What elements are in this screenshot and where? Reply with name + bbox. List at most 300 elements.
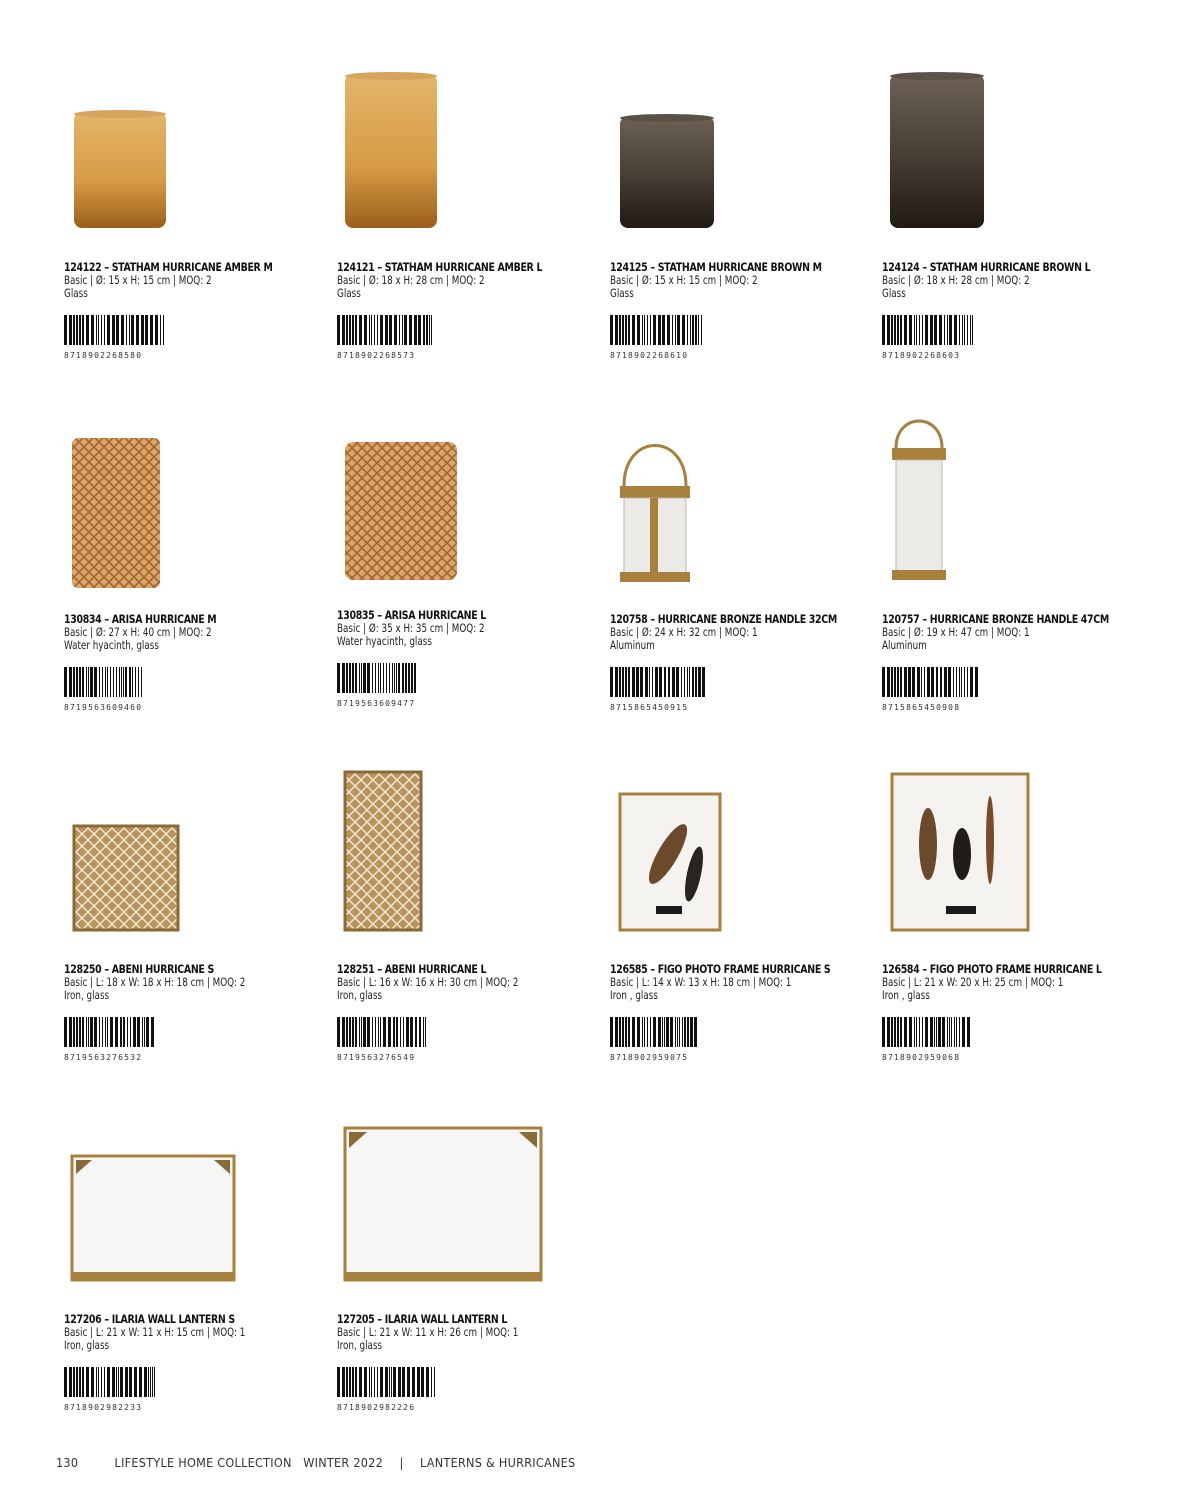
barcode-bar xyxy=(953,667,954,697)
barcode-bar xyxy=(99,667,100,697)
barcode-bar xyxy=(125,1367,128,1397)
footer-separator: | xyxy=(399,1455,404,1470)
barcode-bar xyxy=(142,1017,143,1047)
barcode-bar xyxy=(389,663,390,693)
barcode-bar xyxy=(410,1017,413,1047)
barcode-bar xyxy=(964,667,965,697)
ean-number: 8719563609460 xyxy=(64,703,143,712)
product-title: 130834 – ARISA HURRICANE M xyxy=(64,612,217,626)
ean-number: 8718902268573 xyxy=(337,351,416,360)
barcode-bar xyxy=(374,1367,375,1397)
barcode-bar xyxy=(625,667,627,697)
barcode-bar xyxy=(79,667,81,697)
barcode-bar xyxy=(934,315,937,345)
barcode-bar xyxy=(954,315,957,345)
barcode-bar xyxy=(90,1017,93,1047)
barcode-bar xyxy=(615,315,618,345)
brown-glass-hurricane-icon xyxy=(882,60,1112,260)
barcode-bar xyxy=(101,1367,102,1397)
product-title: 124125 – STATHAM HURRICANE BROWN M xyxy=(610,260,822,274)
barcode-bar xyxy=(144,1367,147,1397)
barcode-bar xyxy=(79,1367,81,1397)
barcode-bar xyxy=(649,667,650,697)
barcode-bar xyxy=(931,667,934,697)
barcode-bar xyxy=(342,315,345,345)
barcode-bar xyxy=(684,1017,686,1047)
barcode-bar xyxy=(956,1017,957,1047)
barcode-bar xyxy=(904,667,907,697)
barcode-bar xyxy=(628,315,630,345)
barcode-bar xyxy=(359,315,362,345)
barcode-bar xyxy=(939,315,942,345)
barcode-bar xyxy=(372,1017,373,1047)
barcode-bar xyxy=(894,315,896,345)
ean-number: 8715865450908 xyxy=(882,703,961,712)
barcode-bar xyxy=(922,1017,923,1047)
barcode-bar xyxy=(684,667,685,697)
barcode-bar xyxy=(107,1367,110,1397)
lantern-handle-icon xyxy=(882,412,1112,612)
glass-wall-lantern-icon xyxy=(64,1112,294,1312)
barcode-bar xyxy=(698,667,701,697)
barcode-bar xyxy=(361,663,362,693)
barcode-bar xyxy=(914,315,915,345)
barcode-bar xyxy=(82,667,84,697)
barcode-bar xyxy=(670,1017,673,1047)
barcode-bar xyxy=(909,1017,912,1047)
barcode-bar xyxy=(412,1367,415,1397)
barcode-bar xyxy=(105,1017,106,1047)
barcode-bar xyxy=(425,1017,426,1047)
glass-wall-lantern-icon xyxy=(337,1112,567,1312)
barcode-bar xyxy=(134,1367,137,1397)
barcode-bar xyxy=(355,1017,357,1047)
barcode-bar xyxy=(887,315,890,345)
barcode-bar xyxy=(135,667,136,697)
barcode-bar xyxy=(349,315,351,345)
barcode-bar xyxy=(101,315,102,345)
barcode-bar xyxy=(419,1017,421,1047)
barcode-bar xyxy=(79,315,81,345)
barcode-bar xyxy=(110,1017,113,1047)
barcode-bar xyxy=(82,315,84,345)
barcode-bar xyxy=(904,1017,907,1047)
barcode-bar xyxy=(637,1017,640,1047)
barcode-bar xyxy=(962,315,963,345)
barcode-bar xyxy=(702,667,705,697)
barcode-bar xyxy=(388,1017,391,1047)
barcode-bar xyxy=(615,1017,618,1047)
barcode-bar xyxy=(662,1017,663,1047)
barcode-bar xyxy=(891,315,893,345)
barcode-bar xyxy=(151,1017,154,1047)
barcode-bar xyxy=(925,1017,928,1047)
barcode-bar xyxy=(136,315,139,345)
barcode-bar xyxy=(672,315,673,345)
barcode-bar xyxy=(414,663,416,693)
barcode-bar xyxy=(692,667,694,697)
barcode-bar xyxy=(675,1017,676,1047)
barcode-bar xyxy=(690,1017,693,1047)
product-spec: Basic | L: 21 x W: 20 x H: 25 cm | MOQ: 1 xyxy=(882,975,1064,989)
barcode-bar xyxy=(145,315,148,345)
barcode-bar xyxy=(936,667,938,697)
barcode-bar xyxy=(426,315,428,345)
barcode xyxy=(337,663,455,693)
barcode-bar xyxy=(897,315,899,345)
barcode-bar xyxy=(86,1367,89,1397)
barcode-bar xyxy=(882,315,885,345)
barcode-bar xyxy=(120,1367,123,1397)
barcode-bar xyxy=(675,315,676,345)
barcode-bar xyxy=(90,667,93,697)
product-material: Water hyacinth, glass xyxy=(337,634,432,648)
product-spec: Basic | L: 21 x W: 11 x H: 26 cm | MOQ: 1 xyxy=(337,1325,519,1339)
barcode-bar xyxy=(150,1367,151,1397)
barcode-bar xyxy=(91,315,94,345)
barcode-bar xyxy=(76,1017,78,1047)
barcode-bar xyxy=(346,1017,348,1047)
barcode xyxy=(610,667,728,697)
barcode-bar xyxy=(116,1367,117,1397)
barcode-bar xyxy=(402,663,404,693)
barcode-bar xyxy=(86,315,89,345)
barcode-bar xyxy=(914,1017,915,1047)
barcode-bar xyxy=(346,1367,348,1397)
barcode-bar xyxy=(653,1017,656,1047)
collection-name: LIFESTYLE HOME COLLECTION WINTER 2022 xyxy=(114,1455,384,1470)
barcode-bar xyxy=(701,315,702,345)
barcode-bar xyxy=(916,315,917,345)
barcode-bar xyxy=(967,315,968,345)
amber-glass-hurricane-icon xyxy=(64,60,294,260)
barcode xyxy=(337,1367,455,1397)
barcode xyxy=(64,315,182,345)
barcode-bar xyxy=(891,667,893,697)
barcode xyxy=(64,667,182,697)
barcode-bar xyxy=(610,315,613,345)
product-spec: Basic | Ø: 24 x H: 32 cm | MOQ: 1 xyxy=(610,625,758,639)
barcode-bar xyxy=(374,315,375,345)
barcode-bar xyxy=(98,315,99,345)
product-material: Glass xyxy=(610,286,634,300)
barcode-bar xyxy=(689,667,690,697)
barcode-bar xyxy=(94,667,97,697)
barcode-bar xyxy=(346,663,348,693)
page-footer xyxy=(56,1455,575,1470)
barcode-bar xyxy=(107,1017,108,1047)
barcode-bar xyxy=(355,315,357,345)
barcode-bar xyxy=(380,663,381,693)
barcode-bar xyxy=(148,1367,149,1397)
feather-glass-box-icon xyxy=(610,762,840,962)
barcode-bar xyxy=(423,315,425,345)
barcode xyxy=(64,1367,182,1397)
barcode-bar xyxy=(962,1017,965,1047)
barcode-bar xyxy=(970,667,973,697)
barcode-bar xyxy=(127,1017,128,1047)
barcode-bar xyxy=(644,315,645,345)
barcode-bar xyxy=(86,1017,87,1047)
barcode xyxy=(337,315,455,345)
barcode-bar xyxy=(887,667,890,697)
barcode-bar xyxy=(64,1367,67,1397)
barcode-bar xyxy=(364,315,367,345)
barcode-bar xyxy=(408,663,410,693)
barcode-bar xyxy=(908,667,911,697)
barcode-bar xyxy=(642,1017,643,1047)
barcode-bar xyxy=(129,315,130,345)
barcode-bar xyxy=(389,1367,390,1397)
product-title: 127205 – ILARIA WALL LANTERN L xyxy=(337,1312,508,1326)
barcode-bar xyxy=(658,1017,661,1047)
product-material: Glass xyxy=(882,286,906,300)
barcode-bar xyxy=(402,315,403,345)
barcode-bar xyxy=(694,1017,697,1047)
barcode-bar xyxy=(692,315,694,345)
barcode-bar xyxy=(967,1017,970,1047)
product-title: 127206 – ILARIA WALL LANTERN S xyxy=(64,1312,235,1326)
barcode-bar xyxy=(88,667,89,697)
barcode-bar xyxy=(930,315,933,345)
barcode-bar xyxy=(664,667,666,697)
barcode-bar xyxy=(423,1017,424,1047)
barcode-bar xyxy=(398,663,400,693)
barcode-bar xyxy=(615,667,618,697)
barcode-bar xyxy=(972,315,973,345)
barcode-bar xyxy=(99,1017,100,1047)
ean-number: 8719563609477 xyxy=(337,699,416,708)
barcode-bar xyxy=(375,663,376,693)
barcode-bar xyxy=(96,315,97,345)
ean-number: 8718902959068 xyxy=(882,1053,961,1062)
barcode-bar xyxy=(411,663,413,693)
barcode-bar xyxy=(947,315,948,345)
barcode-bar xyxy=(940,667,942,697)
product-title: 130835 – ARISA HURRICANE L xyxy=(337,608,486,622)
barcode-bar xyxy=(404,315,407,345)
product-spec: Basic | L: 14 x W: 13 x H: 18 cm | MOQ: 1 xyxy=(610,975,792,989)
barcode-bar xyxy=(363,1017,366,1047)
barcode-bar xyxy=(636,667,639,697)
barcode-bar xyxy=(102,1017,103,1047)
barcode-bar xyxy=(406,1017,409,1047)
barcode-bar xyxy=(655,667,658,697)
barcode-bar xyxy=(421,1367,424,1397)
barcode-bar xyxy=(380,1367,383,1397)
barcode-bar xyxy=(107,315,110,345)
barcode-bar xyxy=(653,315,656,345)
barcode-bar xyxy=(398,1367,401,1397)
barcode-bar xyxy=(378,663,379,693)
barcode-bar xyxy=(64,667,67,697)
barcode-bar xyxy=(644,1017,645,1047)
barcode-bar xyxy=(637,315,640,345)
barcode-bar xyxy=(682,315,685,345)
barcode-bar xyxy=(645,667,648,697)
barcode-bar xyxy=(380,315,383,345)
ean-number: 8718902982226 xyxy=(337,1403,416,1412)
barcode-bar xyxy=(146,1017,149,1047)
barcode-bar xyxy=(372,663,373,693)
barcode-bar xyxy=(919,1017,920,1047)
barcode-bar xyxy=(695,667,697,697)
barcode-bar xyxy=(959,667,960,697)
barcode-bar xyxy=(118,1367,119,1397)
product-title: 120757 – HURRICANE BRONZE HANDLE 47CM xyxy=(882,612,1109,626)
barcode-bar xyxy=(632,315,635,345)
barcode-bar xyxy=(400,1017,401,1047)
barcode-bar xyxy=(409,315,412,345)
barcode-bar xyxy=(912,667,915,697)
barcode-bar xyxy=(371,1367,372,1397)
barcode-bar xyxy=(672,667,675,697)
barcode-bar xyxy=(64,315,67,345)
barcode-bar xyxy=(112,1367,115,1397)
barcode-bar xyxy=(944,667,947,697)
barcode-bar xyxy=(121,315,124,345)
barcode-bar xyxy=(160,315,161,345)
barcode-bar xyxy=(659,667,662,697)
barcode-bar xyxy=(69,667,72,697)
barcode-bar xyxy=(342,1017,345,1047)
barcode-bar xyxy=(337,663,340,693)
product-title: 124124 – STATHAM HURRICANE BROWN L xyxy=(882,260,1091,274)
barcode-bar xyxy=(133,1017,136,1047)
barcode-bar xyxy=(882,1017,885,1047)
barcode-bar xyxy=(664,1017,665,1047)
barcode-bar xyxy=(934,1017,935,1047)
barcode-bar xyxy=(900,667,902,697)
barcode-bar xyxy=(141,667,142,697)
barcode xyxy=(882,315,1000,345)
barcode-bar xyxy=(137,1017,140,1047)
product-material: Iron , glass xyxy=(610,988,658,1002)
barcode-bar xyxy=(88,1017,89,1047)
feather-glass-box-icon xyxy=(882,762,1112,962)
barcode-bar xyxy=(652,667,653,697)
barcode-bar xyxy=(121,667,122,697)
barcode-bar xyxy=(394,315,397,345)
barcode-bar xyxy=(650,315,651,345)
barcode-bar xyxy=(355,1367,357,1397)
barcode-bar xyxy=(916,1017,917,1047)
barcode-bar xyxy=(622,667,624,697)
barcode-bar xyxy=(123,667,124,697)
barcode-bar xyxy=(944,315,945,345)
barcode-bar xyxy=(129,667,131,697)
barcode-bar xyxy=(112,315,115,345)
barcode-bar xyxy=(352,1367,354,1397)
barcode-bar xyxy=(632,667,635,697)
barcode-bar xyxy=(86,667,87,697)
barcode-bar xyxy=(921,667,922,697)
barcode-bar xyxy=(938,1017,941,1047)
barcode-bar xyxy=(619,1017,621,1047)
barcode-bar xyxy=(359,663,360,693)
lantern-handle-icon xyxy=(610,412,840,612)
barcode-bar xyxy=(152,1367,153,1397)
barcode xyxy=(882,1017,1000,1047)
barcode-bar xyxy=(352,315,354,345)
barcode-bar xyxy=(131,315,134,345)
barcode-bar xyxy=(79,1017,81,1047)
barcode-bar xyxy=(681,667,682,697)
barcode-bar xyxy=(640,667,643,697)
barcode-bar xyxy=(73,1367,75,1397)
barcode-bar xyxy=(375,1017,376,1047)
barcode-bar xyxy=(130,1017,131,1047)
barcode-bar xyxy=(951,1017,952,1047)
barcode xyxy=(64,1017,182,1047)
barcode-bar xyxy=(961,667,962,697)
product-title: 126585 – FIGO PHOTO FRAME HURRICANE S xyxy=(610,962,831,976)
barcode-bar xyxy=(619,667,621,697)
barcode-bar xyxy=(414,315,417,345)
brown-glass-hurricane-icon xyxy=(610,60,840,260)
barcode-bar xyxy=(383,1017,386,1047)
barcode-bar xyxy=(402,1367,405,1397)
barcode-bar xyxy=(628,667,630,697)
barcode-bar xyxy=(64,1017,67,1047)
barcode-bar xyxy=(919,315,920,345)
barcode-bar xyxy=(359,1367,362,1397)
barcode-bar xyxy=(924,667,925,697)
barcode-bar xyxy=(349,1017,351,1047)
product-title: 128250 – ABENI HURRICANE S xyxy=(64,962,214,976)
barcode-bar xyxy=(407,1367,410,1397)
barcode-bar xyxy=(369,315,370,345)
barcode-bar xyxy=(352,1017,354,1047)
ean-number: 8718902959075 xyxy=(610,1053,689,1062)
barcode-bar xyxy=(887,1017,890,1047)
barcode-bar xyxy=(628,1017,630,1047)
barcode-bar xyxy=(622,315,624,345)
barcode-bar xyxy=(119,667,120,697)
barcode-bar xyxy=(385,315,388,345)
barcode-bar xyxy=(91,1367,94,1397)
barcode-bar xyxy=(399,315,400,345)
ean-number: 8719563276532 xyxy=(64,1053,143,1062)
product-spec: Basic | Ø: 18 x H: 28 cm | MOQ: 2 xyxy=(882,273,1030,287)
barcode-bar xyxy=(622,1017,624,1047)
barcode-bar xyxy=(154,1367,155,1397)
product-spec: Basic | Ø: 15 x H: 15 cm | MOQ: 2 xyxy=(64,273,212,287)
barcode xyxy=(610,1017,728,1047)
barcode-bar xyxy=(69,1017,72,1047)
barcode-bar xyxy=(632,1017,635,1047)
barcode-bar xyxy=(625,315,627,345)
barcode-bar xyxy=(917,667,920,697)
barcode-bar xyxy=(396,1017,398,1047)
barcode-bar xyxy=(110,667,111,697)
barcode-bar xyxy=(698,315,699,345)
ean-number: 8718902268610 xyxy=(610,351,689,360)
barcode-bar xyxy=(647,315,648,345)
barcode-bar xyxy=(73,667,75,697)
barcode-bar xyxy=(925,315,928,345)
barcode-bar xyxy=(139,1367,142,1397)
barcode-bar xyxy=(69,1367,72,1397)
barcode-bar xyxy=(104,1367,105,1397)
barcode-bar xyxy=(927,667,930,697)
barcode-bar xyxy=(610,667,613,697)
barcode-bar xyxy=(650,1017,651,1047)
barcode-bar xyxy=(386,663,387,693)
barcode-bar xyxy=(76,315,78,345)
barcode-bar xyxy=(389,315,392,345)
barcode-bar xyxy=(115,1017,118,1047)
